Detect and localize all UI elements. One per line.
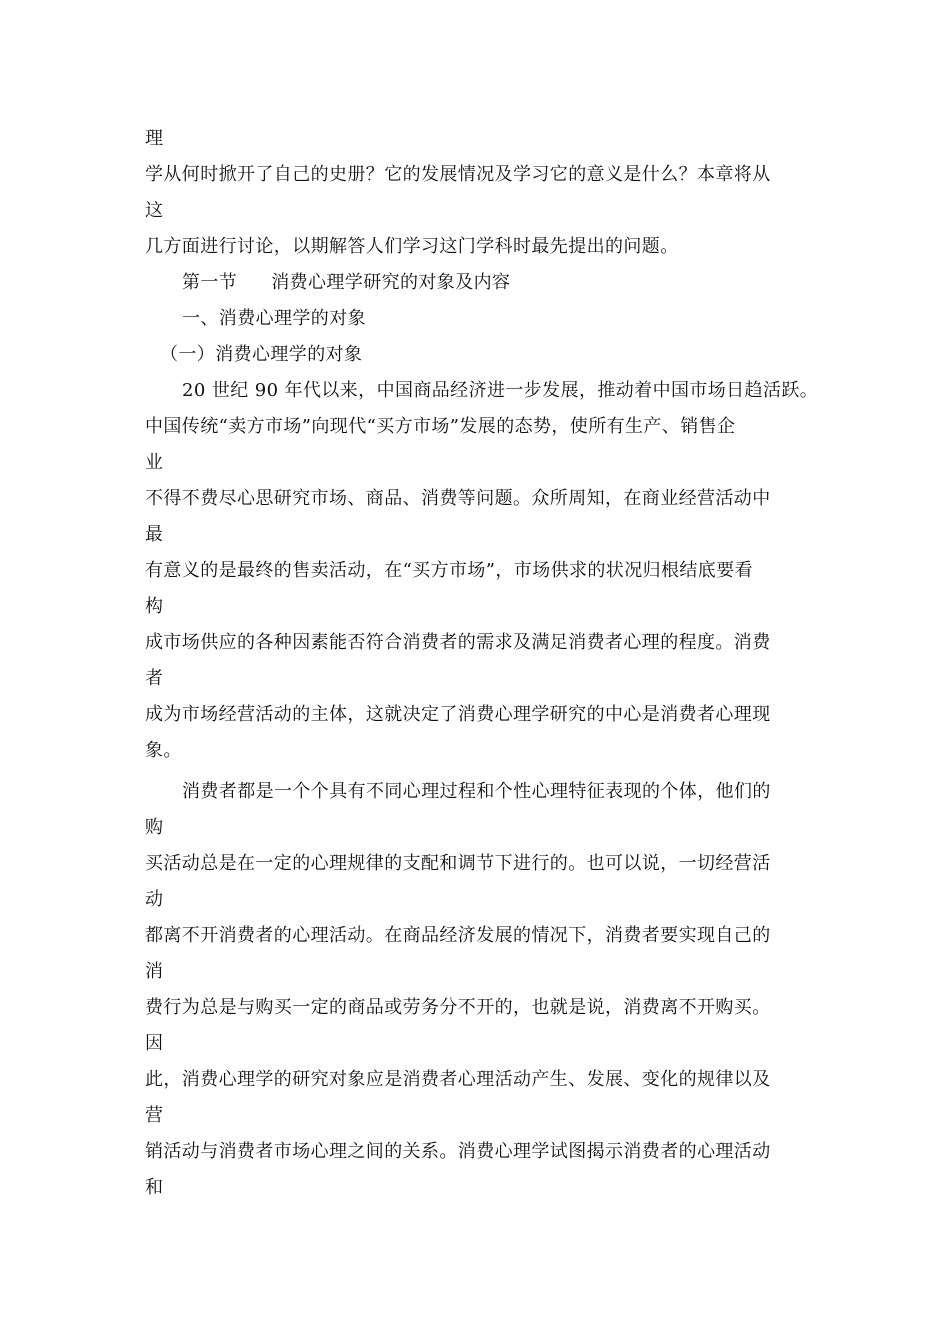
text-line: 销活动与消费者市场心理之间的关系。消费心理学试图揭示消费者的心理活动 <box>145 1141 771 1162</box>
text-line: 最 <box>145 524 164 545</box>
text-line: 购 <box>145 817 164 838</box>
paragraph-first-line: 20 世纪 90 年代以来，中国商品经济进一步发展，推动着中国市场日趋活跃。 <box>182 380 819 401</box>
text-line: 此，消费心理学的研究对象应是消费者心理活动产生、发展、变化的规律以及 <box>145 1069 771 1090</box>
text-line: 都离不开消费者的心理活动。在商品经济发展的情况下，消费者要实现自己的 <box>145 925 771 946</box>
text-line: 营 <box>145 1105 164 1126</box>
text-line: 成市场供应的各种因素能否符合消费者的需求及满足消费者心理的程度。消费 <box>145 632 771 653</box>
text-line: 几方面进行讨论，以期解答人们学习这门学科时最先提出的问题。 <box>145 236 679 257</box>
text-line: 成为市场经营活动的主体，这就决定了消费心理学研究的中心是消费者心理现 <box>145 704 771 725</box>
text-line: 者 <box>145 668 164 689</box>
sub-subsection-heading: （一）消费心理学的对象 <box>160 344 363 365</box>
text-line: 中国传统“卖方市场”向现代“买方市场”发展的态势，使所有生产、销售企 <box>145 416 736 437</box>
paragraph-first-line: 消费者都是一个个具有不同心理过程和个性心理特征表现的个体，他们的 <box>182 781 771 802</box>
text-line: 这 <box>145 200 164 221</box>
text-line: 费行为总是与购买一定的商品或劳务分不开的，也就是说，消费离不开购买。 <box>145 997 771 1018</box>
section-number: 第一节 <box>182 272 238 293</box>
text-line: 因 <box>145 1033 164 1054</box>
text-line: 理 <box>145 128 164 149</box>
text-line: 买活动总是在一定的心理规律的支配和调节下进行的。也可以说，一切经营活 <box>145 853 771 874</box>
text-line: 和 <box>145 1177 164 1198</box>
text-line: 构 <box>145 596 164 617</box>
section-title: 消费心理学研究的对象及内容 <box>271 272 511 293</box>
text-line: 业 <box>145 452 164 473</box>
section-heading <box>182 271 510 295</box>
text-line: 消 <box>145 961 164 982</box>
text-line: 象。 <box>145 740 182 761</box>
text-line: 学从何时掀开了自己的史册？它的发展情况及学习它的意义是什么？本章将从 <box>145 164 771 185</box>
subsection-heading: 一、消费心理学的对象 <box>182 308 366 329</box>
text-line: 动 <box>145 889 164 910</box>
text-line: 有意义的是最终的售卖活动，在“买方市场”，市场供求的状况归根结底要看 <box>145 560 754 581</box>
text-line: 不得不费尽心思研究市场、商品、消费等问题。众所周知，在商业经营活动中 <box>145 488 771 509</box>
